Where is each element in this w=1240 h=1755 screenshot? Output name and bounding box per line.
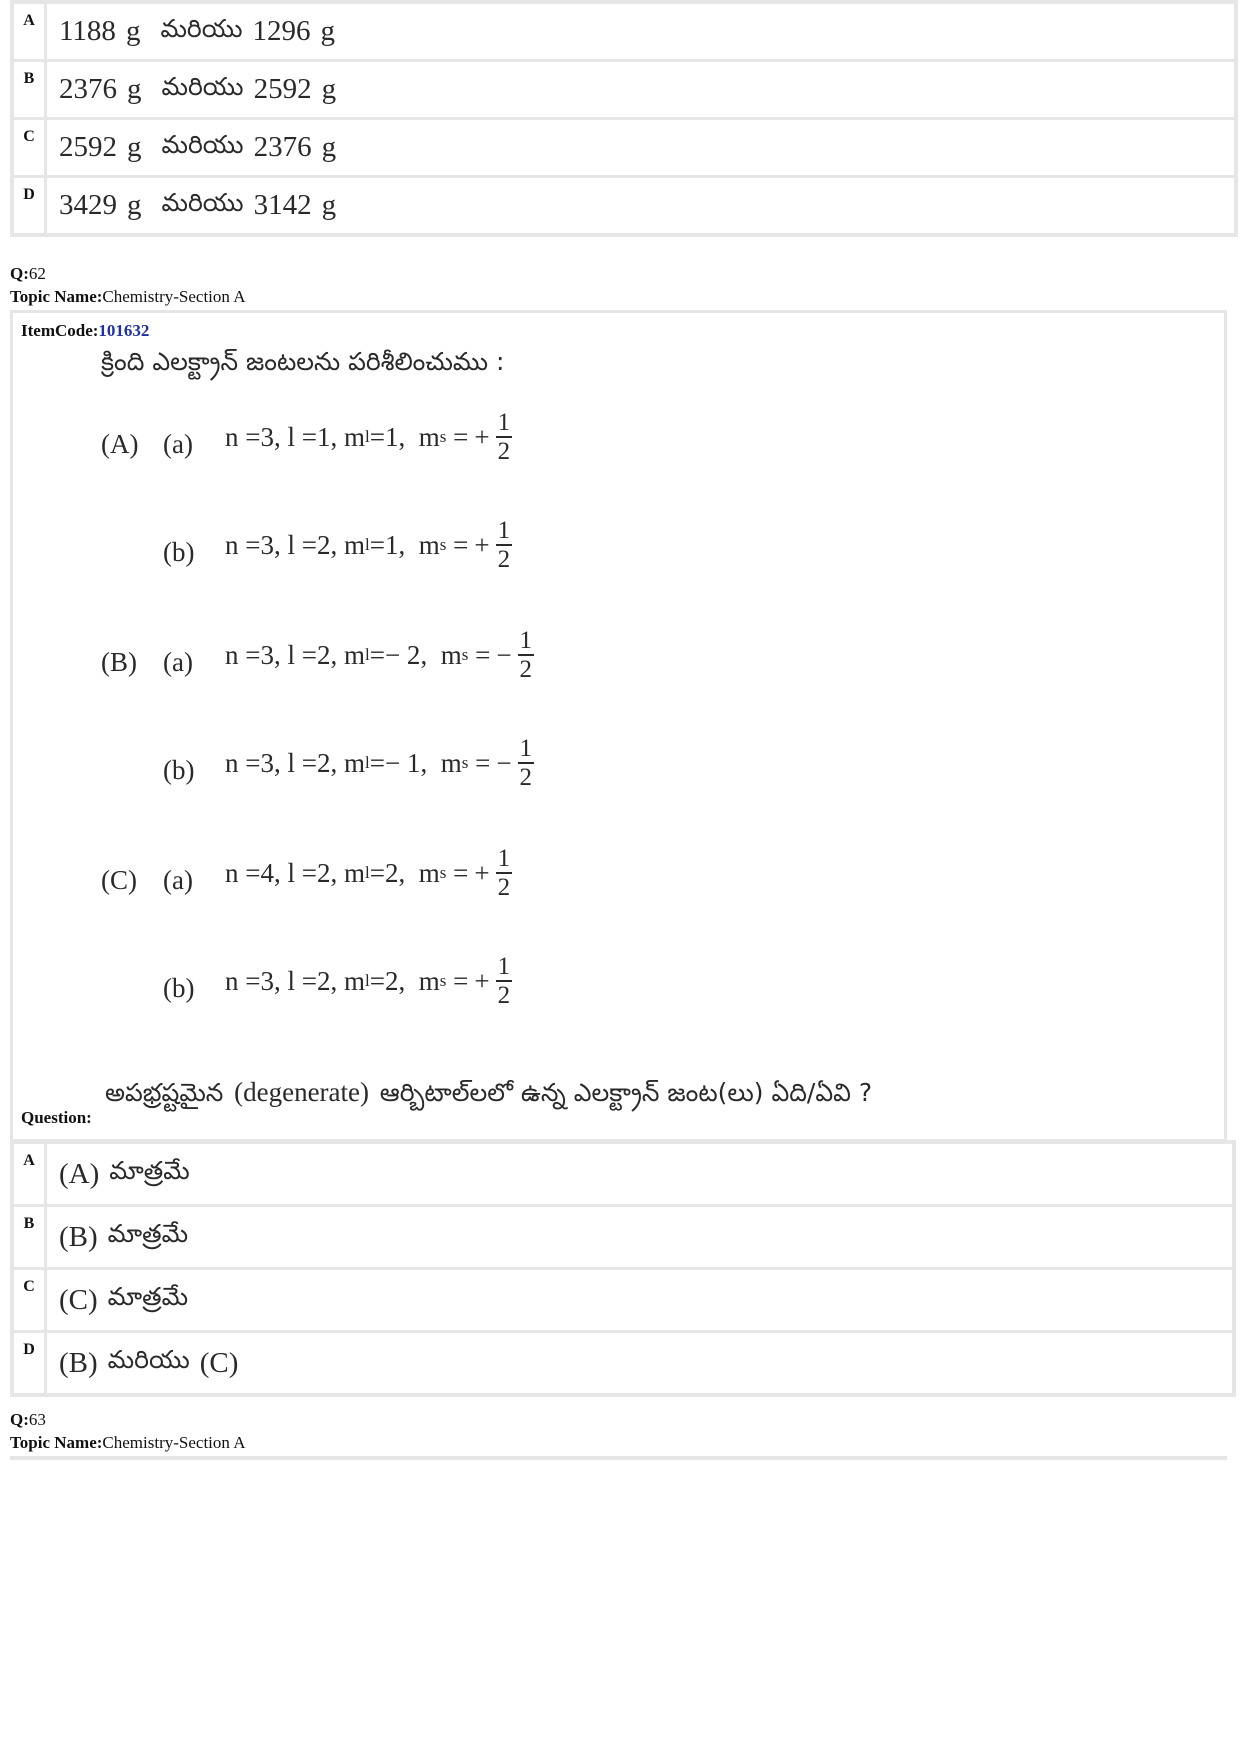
q62-header — [10, 262, 245, 308]
question-intro: క్రింది ఎలక్ట్రాన్ జంటలను పరిశీలించుము : — [101, 347, 505, 376]
option-row-a[interactable] — [14, 1144, 1232, 1207]
option-text: 2376 g మరియు 2592 g — [59, 71, 337, 105]
option-letter: A — [14, 1144, 47, 1204]
option-row-d[interactable] — [14, 1333, 1232, 1393]
question-label: Question: — [21, 1108, 92, 1127]
question-text: అపభ్రష్టమైన (degenerate) ఆర్బిటాల్‌లలో ఉన్న ఎలక్ట్రాన్ జంట(లు) ఏది/ఏవి ? — [105, 1077, 873, 1107]
question-number: Q:63 — [10, 1410, 46, 1429]
option-row-b[interactable] — [14, 62, 1234, 120]
option-row-b[interactable] — [14, 1207, 1232, 1270]
option-row-d[interactable] — [14, 178, 1234, 233]
option-text: (B) మరియు (C) — [59, 1345, 239, 1379]
option-letter: D — [14, 1333, 47, 1393]
option-text: (A) మాత్రమే — [59, 1156, 190, 1190]
option-text: 3429 g మరియు 3142 g — [59, 187, 337, 221]
question-number: Q:62 — [10, 264, 46, 283]
option-text: 1188 g మరియు 1296 g — [59, 13, 336, 47]
option-text: (B) మాత్రమే — [59, 1219, 189, 1253]
option-row-a[interactable] — [14, 4, 1234, 62]
section-divider — [10, 1456, 1227, 1460]
prev-options-table — [10, 0, 1238, 237]
option-letter: D — [14, 178, 47, 233]
option-letter: C — [14, 120, 47, 175]
option-letter: B — [14, 62, 47, 117]
topic-name: Topic Name:Chemistry-Section A — [10, 1433, 246, 1452]
topic-name: Topic Name:Chemistry-Section A — [10, 287, 246, 306]
option-letter: C — [14, 1270, 47, 1330]
question-box: ItemCode:101632 క్రింది ఎలక్ట్రాన్ జంటలను పరిశీలించుము : (A) (a) n = 3 , l = 1 , m l = 1 , m s = + $\frac{1}{2}$ (b) n = 3 , l = 2 , m l = 1 , m s = + $\frac{1}{2}$ (B) (a) n = 3 , l = 2 , m l = − 2 , m s = − $\frac{1}{2}$ (b) n = 3 , l = 2 , m l = − 1 , m s = − $\frac{1}{2}$ (C) (a) n = 4 , l = 2 , m l = 2 , m s = + $\frac{1}{2}$ (b) n = 3 , l = 2 , m l = 2 , m s = + $\frac{1}{2}$ అపభ్రష్టమైన (degenerate) ఆర్బిటాల్‌లలో ఉన్న ఎలక్ట్రాన్ జంట(లు) ఏది/ఏవి ? Question: — [10, 310, 1227, 1142]
item-code: ItemCode:101632 — [21, 321, 150, 340]
option-row-c[interactable] — [14, 120, 1234, 178]
option-row-c[interactable] — [14, 1270, 1232, 1333]
option-letter: B — [14, 1207, 47, 1267]
option-text: (C) మాత్రమే — [59, 1282, 189, 1316]
q62-options-table — [10, 1140, 1236, 1397]
option-text: 2592 g మరియు 2376 g — [59, 129, 337, 163]
option-letter: A — [14, 4, 47, 59]
q63-header — [10, 1408, 245, 1454]
